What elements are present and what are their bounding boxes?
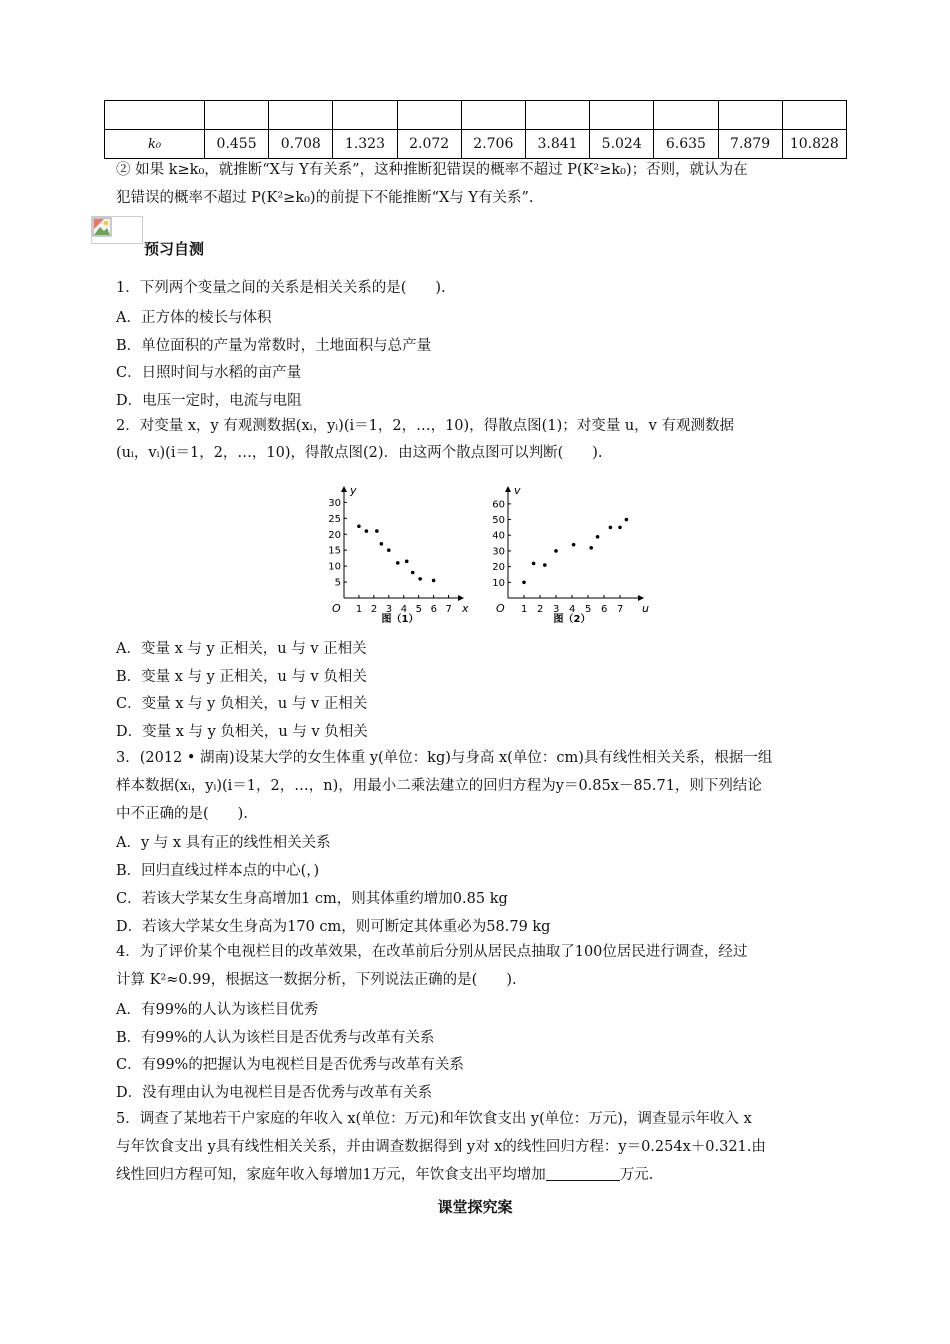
data-point — [405, 560, 409, 564]
origin-label: O — [332, 602, 341, 615]
data-point — [609, 526, 613, 530]
table-cell: 2.072 — [397, 130, 461, 159]
y-axis-arrow-icon — [341, 486, 347, 492]
y-axis-arrow-icon — [505, 486, 511, 492]
figure-caption: 图（1） — [381, 614, 419, 625]
data-point — [365, 529, 369, 533]
data-point — [357, 524, 361, 528]
critical-value-table — [104, 100, 847, 159]
q2-stem-line-2: (uᵢ，vᵢ)(i＝1，2，…，10)，得散点图(2)．由这两个散点图可以判断( ). — [116, 445, 603, 461]
data-point — [375, 529, 379, 533]
x-tick-label: 4 — [400, 604, 408, 615]
data-point — [543, 563, 547, 567]
table-header-k0: k₀ — [105, 130, 205, 159]
x-tick-label: 1 — [355, 604, 363, 615]
q5-stem-line-3 — [116, 1165, 653, 1185]
origin-label: O — [496, 602, 505, 615]
q3-stem-line-1: 3．(2012 • 湖南)设某大学的女生体重 y(单位：kg)与身高 x(单位：cm)具有线性相关关系，根据一组 — [116, 750, 773, 766]
y-tick-label: 15 — [328, 545, 341, 557]
y-axis-label: y — [350, 484, 357, 497]
scatter-chart-1 — [322, 484, 469, 630]
x-tick-label: 6 — [601, 604, 608, 615]
answer-blank[interactable] — [546, 1166, 620, 1181]
data-point — [387, 548, 391, 552]
table-cell: 5.024 — [590, 130, 654, 159]
data-point — [625, 518, 629, 522]
x-axis-label: u — [642, 602, 649, 615]
figure-caption: 图（2） — [553, 614, 591, 625]
x-tick-label: 7 — [617, 604, 624, 615]
data-point — [522, 581, 526, 585]
broken-image-icon — [91, 216, 143, 244]
y-axis-label: v — [514, 484, 521, 497]
section-title: 预习自测 — [144, 240, 205, 258]
x-tick-label: 6 — [430, 604, 437, 615]
q4-stem-line-1: 4．为了评价某个电视栏目的改革效果，在改革前后分别从居民点抽取了100位居民进行调查，经过 — [116, 944, 748, 960]
data-point — [532, 562, 536, 566]
x-tick-label: 5 — [415, 604, 423, 615]
y-tick-label: 5 — [334, 577, 341, 589]
table-cell: 2.706 — [461, 130, 525, 159]
y-tick-label: 25 — [328, 513, 341, 525]
q3-option-c: C．若该大学某女生身高增加1 cm，则其体重约增加0.85 kg — [116, 891, 508, 907]
table-cell: 7.879 — [718, 130, 782, 159]
q3-stem-line-3: 中不正确的是( ). — [116, 806, 248, 822]
x-tick-label: 7 — [445, 604, 452, 615]
data-point — [589, 546, 593, 550]
x-tick-label: 5 — [585, 604, 592, 615]
q1-option-d: D．电压一定时，电流与电阻 — [116, 393, 302, 409]
q5-stem-line-1: 5．调查了某地若干户家庭的年收入 x(单位：万元)和年饮食支出 y(单位：万元)，调查显示年收入 x — [116, 1111, 752, 1127]
data-point — [572, 543, 576, 547]
q5-stem-unit: 万元. — [619, 1167, 654, 1183]
data-point — [418, 577, 422, 581]
q2-option-d: D．变量 x 与 y 负相关，u 与 v 负相关 — [116, 724, 368, 740]
scatter-chart-1-svg — [322, 484, 469, 626]
y-tick-label: 10 — [492, 577, 505, 589]
table-cell: 3.841 — [525, 130, 589, 159]
q4-option-b: B．有99%的人认为该栏目是否优秀与改革有关系 — [116, 1030, 435, 1046]
scatter-chart-2 — [486, 484, 649, 630]
x-tick-label: 4 — [569, 604, 576, 615]
q1-option-c: C．日照时间与水稻的亩产量 — [116, 365, 302, 381]
q4-option-a: A．有99%的人认为该栏目优秀 — [116, 1002, 319, 1018]
x-tick-label: 1 — [521, 604, 528, 615]
q4-stem-line-2: 计算 K²≈0.99，根据这一数据分析，下列说法正确的是( ). — [116, 972, 517, 988]
q2-option-b: B．变量 x 与 y 正相关，u 与 v 负相关 — [116, 669, 367, 685]
table-cell: 0.455 — [205, 130, 269, 159]
x-tick-label: 3 — [553, 604, 560, 615]
q5-stem-text: 线性回归方程可知，家庭年收入每增加1万元，年饮食支出平均增加 — [116, 1167, 546, 1183]
y-tick-label: 10 — [328, 561, 341, 573]
table-row-k0 — [105, 130, 847, 159]
q4-option-d: D．没有理由认为电视栏目是否优秀与改革有关系 — [116, 1085, 433, 1101]
q3-option-b: B．回归直线过样本点的中心(，) — [116, 863, 320, 879]
x-axis-arrow-icon — [458, 595, 464, 601]
scatter-chart-2-svg — [486, 484, 649, 626]
data-point — [554, 549, 558, 553]
footer-section-title: 课堂探究案 — [437, 1198, 513, 1216]
q2-stem-line-1: 2．对变量 x，y 有观测数据(xᵢ，yᵢ)(i＝1，2，…，10)，得散点图(1)；对变量 u，v 有观测数据 — [116, 418, 734, 434]
q3-option-a: A．y 与 x 具有正的线性相关关系 — [116, 835, 331, 851]
q2-option-c: C．变量 x 与 y 负相关，u 与 v 正相关 — [116, 696, 368, 712]
q4-option-c: C．有99%的把握认为电视栏目是否优秀与改革有关系 — [116, 1057, 464, 1073]
x-tick-label: 2 — [537, 604, 544, 615]
x-axis-label: x — [462, 602, 469, 615]
q1-stem: 1．下列两个变量之间的关系是相关关系的是( ). — [116, 280, 446, 296]
y-tick-label: 60 — [492, 499, 505, 511]
table-cell: 6.635 — [654, 130, 718, 159]
table-cell: 0.708 — [269, 130, 333, 159]
data-point — [432, 579, 436, 583]
note-line-2: 犯错误的概率不超过 P(K²≥k₀)的前提下不能推断“X与 Y有关系”. — [116, 190, 534, 206]
q2-option-a: A．变量 x 与 y 正相关，u 与 v 正相关 — [116, 641, 367, 657]
table-cell: 10.828 — [782, 130, 846, 159]
y-tick-label: 40 — [492, 530, 505, 542]
y-tick-label: 20 — [492, 562, 505, 574]
q3-option-d: D．若该大学某女生身高为170 cm，则可断定其体重必为58.79 kg — [116, 919, 551, 935]
data-point — [396, 561, 400, 565]
q5-stem-line-2: 与年饮食支出 y具有线性相关关系，并由调查数据得到 y对 x的线性回归方程：y＝0.254x＋0.321.由 — [116, 1139, 766, 1155]
x-tick-label: 2 — [370, 604, 378, 615]
y-tick-label: 50 — [492, 515, 505, 527]
data-point — [411, 571, 415, 575]
x-tick-label: 3 — [385, 604, 393, 615]
y-tick-label: 30 — [328, 497, 341, 509]
data-point — [380, 542, 384, 546]
image-icon — [92, 217, 112, 237]
table-cell: 1.323 — [333, 130, 397, 159]
x-axis-arrow-icon — [638, 595, 644, 601]
q1-option-a: A．正方体的棱长与体积 — [116, 310, 272, 326]
q3-stem-line-2: 样本数据(xᵢ，yᵢ)(i＝1，2，…，n)，用最小二乘法建立的回归方程为y＝0.85x－85.71，则下列结论 — [116, 778, 762, 794]
table-row-blank — [105, 101, 847, 130]
note-line-1: ② 如果 k≥k₀，就推断“X与 Y有关系”，这种推断犯错误的概率不超过 P(K²≥k₀)；否则，就认为在 — [116, 162, 748, 178]
y-tick-label: 30 — [492, 546, 505, 558]
data-point — [596, 535, 600, 539]
q1-option-b: B．单位面积的产量为常数时，土地面积与总产量 — [116, 338, 432, 354]
y-tick-label: 20 — [328, 529, 341, 541]
data-point — [618, 526, 622, 530]
